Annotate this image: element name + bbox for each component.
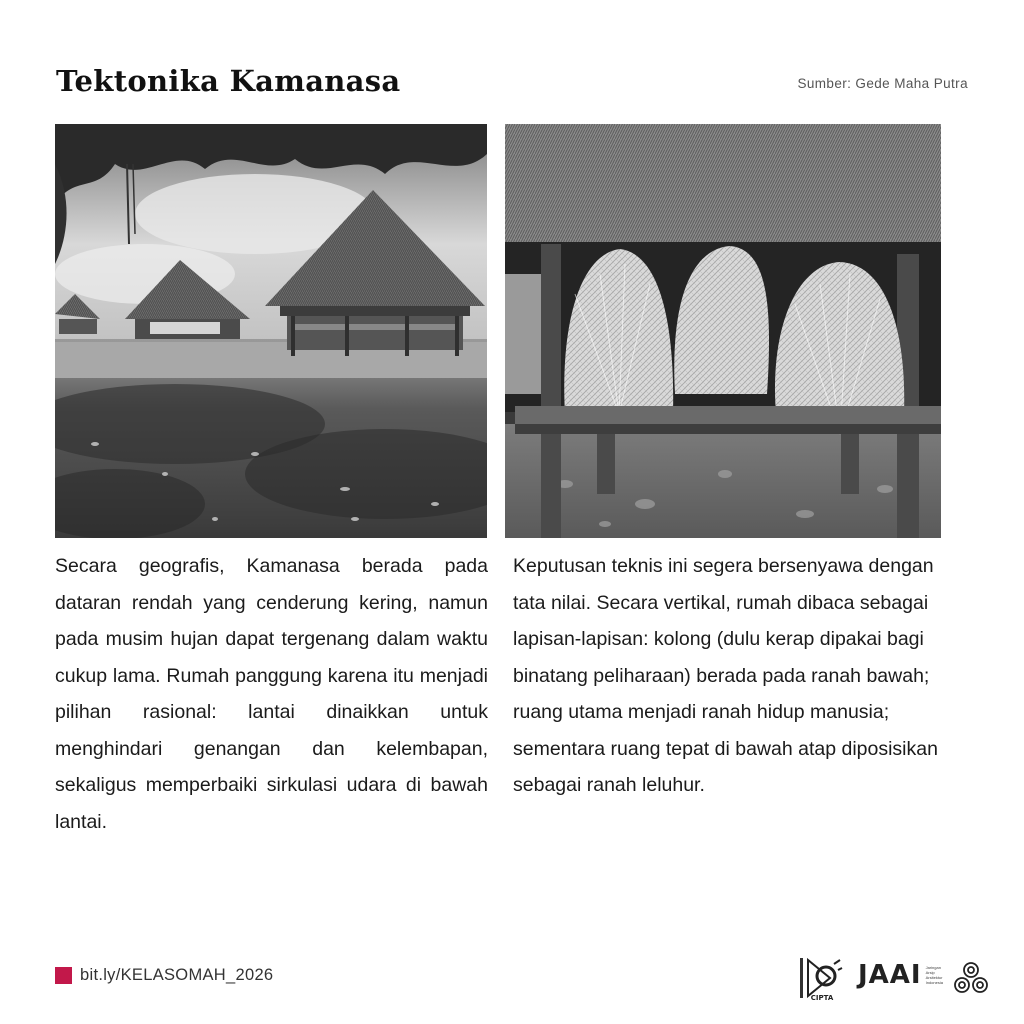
paragraph-values: Keputusan teknis ini segera bersenyawa dengan tata nilai. Secara vertikal, rumah dibaca sebagai lapisan-lapisan: kolong (dulu kerap dipakai bagi binatang peliharaan) berada pada ranah bawah; ruang utama menjadi ranah hidup manusia; sementara ruang tepat di bawah atap diposisikan sebagai ranah leluhur. [513, 555, 938, 796]
link-marker-square [55, 967, 72, 984]
photo-stilt-house-woven-panels [505, 124, 941, 538]
jaai-logo [858, 960, 950, 990]
svg-text:CIPTA: CIPTA [810, 994, 834, 1002]
cipta-logo-icon [800, 956, 844, 1002]
class-link-text[interactable]: bit.ly/KELASOMAH_2026 [80, 966, 274, 984]
paragraph-geography: Secara geografis, Kamanasa berada pada dataran rendah yang cenderung kering, namun pada musim hujan dapat tergenang dalam waktu cukup lama. Rumah panggung karena itu menjadi pilihan rasional: lantai dinaikkan untuk menghindari genangan dan kelembapan, sekaligus memperbaiki sirkulasi udara di bawah lantai. [55, 555, 488, 833]
class-link[interactable] [55, 966, 273, 985]
photo-village-houses [55, 124, 487, 538]
jaai-logo-text: JAAI [858, 960, 922, 990]
jaai-logo-subtext: Jaringan Arsip Arsitektur Indonesia [925, 965, 943, 985]
triple-spiral-logo-icon [952, 960, 990, 996]
page-title: Tektonika Kamanasa [56, 64, 401, 98]
photo-source-credit: Sumber: Gede Maha Putra [797, 76, 968, 91]
